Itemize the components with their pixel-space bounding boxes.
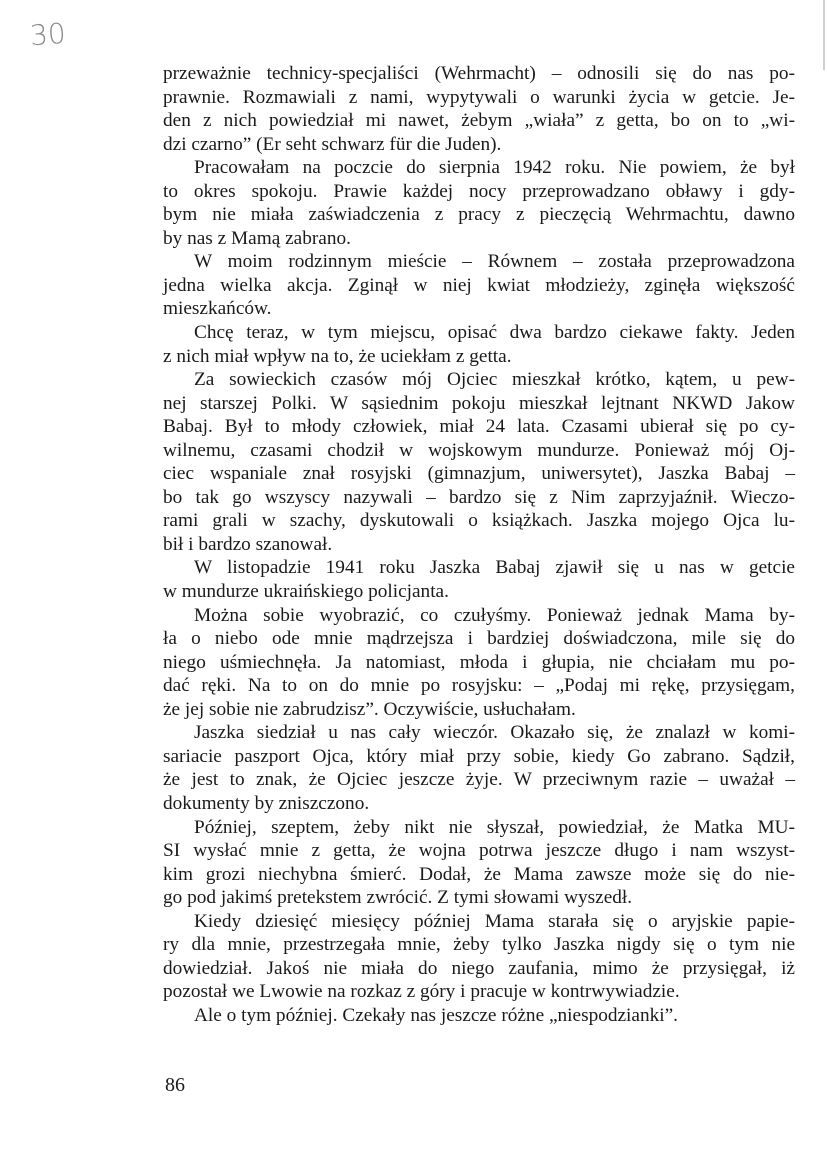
text-line: dać ręki. Na to on do mnie po rosyjsku: – „Podaj mi rękę, przysięgam, xyxy=(163,675,795,697)
text-line: Można sobie wyobrazić, co czułyśmy. Ponieważ jednak Mama by- xyxy=(194,604,795,626)
body-text xyxy=(163,62,795,1027)
text-line: Pracowałam na poczcie do sierpnia 1942 roku. Nie powiem, że był xyxy=(194,157,795,179)
text-line: W listopadzie 1941 roku Jaszka Babaj zjawił się u nas w getcie xyxy=(194,557,795,579)
text-line: Babaj. Był to młody człowiek, miał 24 lata. Czasami ubierał się po cy- xyxy=(163,416,795,438)
text-line: ła o niebo ode mnie mądrzejsza i bardziej doświadczona, mile się do xyxy=(163,628,795,650)
paragraph xyxy=(163,250,795,321)
text-line: pozostał we Lwowie na rozkaz z góry i pracuje w kontrwywiadzie. xyxy=(163,981,680,1003)
paragraph xyxy=(163,816,795,910)
text-line: jedna wielka akcja. Zginął w niej kwiat młodzieży, zginęła większość xyxy=(163,274,795,296)
text-line: prawnie. Rozmawiali z nami, wypytywali o warunki życia w getcie. Je- xyxy=(163,86,795,108)
text-line: nej starszej Polki. W sąsiednim pokoju mieszkał lejtnant NKWD Jakow xyxy=(163,392,795,414)
text-line: wilnemu, czasami chodził w wojskowym mundurze. Ponieważ mój Oj- xyxy=(163,439,795,461)
text-line: rami grali w szachy, dyskutowali o książkach. Jaszka mojego Ojca lu- xyxy=(163,510,795,532)
text-line: to okres spokoju. Prawie każdej nocy przeprowadzano obławy i gdy- xyxy=(163,180,795,202)
text-line: ry dla mnie, przestrzegała mnie, żeby tylko Jaszka nigdy się o tym nie xyxy=(163,934,795,956)
text-line: den z nich powiedział mi nawet, żebym „wiała” z getta, bo on to „wi- xyxy=(163,110,795,132)
paragraph xyxy=(163,321,795,368)
paragraph xyxy=(163,1004,795,1028)
paragraph xyxy=(163,62,795,156)
page-edge-mark xyxy=(823,0,825,70)
text-line: przeważnie technicy-specjaliści (Wehrmacht) – odnosili się do nas po- xyxy=(163,63,795,84)
text-line: dowiedział. Jakoś nie miała do niego zaufania, mimo że przysięgał, iż xyxy=(163,957,795,979)
text-line: Ale o tym później. Czekały nas jeszcze różne „niespodzianki”. xyxy=(194,1004,678,1026)
text-line: Jaszka siedział u nas cały wieczór. Okazało się, że znalazł w komi- xyxy=(194,722,795,744)
text-line: ciec wspaniale znał rosyjski (gimnazjum, uniwersytet), Jaszka Babaj – xyxy=(163,463,795,485)
paragraph xyxy=(163,156,795,250)
text-line: bym nie miała zaświadczenia z pracy z pieczęcią Wehrmachtu, dawno xyxy=(163,204,795,226)
text-line: bo tak go wszyscy nazywali – bardzo się z Nim zaprzyjaźnił. Wieczo- xyxy=(163,486,795,508)
text-line: niego uśmiechnęła. Ja natomiast, młoda i głupia, nie chciałam mu po- xyxy=(163,651,795,673)
paragraph xyxy=(163,368,795,556)
text-line: dzi czarno” (Er seht schwarz für die Juden). xyxy=(163,133,502,155)
text-line: z nich miał wpływ na to, że uciekłam z getta. xyxy=(163,345,512,367)
text-line: dokumenty by zniszczono. xyxy=(163,792,370,814)
text-line: Chcę teraz, w tym miejscu, opisać dwa bardzo ciekawe fakty. Jeden xyxy=(194,322,795,344)
paragraph xyxy=(163,604,795,722)
text-line: Za sowieckich czasów mój Ojciec mieszkał krótko, kątem, u pew- xyxy=(194,369,795,391)
text-line: sariacie paszport Ojca, który miał przy sobie, kiedy Go zabrano. Sądził, xyxy=(163,745,795,767)
text-line: Kiedy dziesięć miesięcy później Mama starała się o aryjskie papie- xyxy=(194,910,795,932)
text-line: w mundurze ukraińskiego policjanta. xyxy=(163,581,449,603)
paragraph xyxy=(163,910,795,1004)
text-line: by nas z Mamą zabrano. xyxy=(163,227,351,249)
paragraph xyxy=(163,556,795,603)
text-line: kim grozi niechybna śmierć. Dodał, że Mama zawsze może się do nie- xyxy=(163,863,795,885)
text-line: Później, szeptem, żeby nikt nie słyszał, powiedział, że Matka MU- xyxy=(194,816,795,838)
paragraph xyxy=(163,721,795,815)
text-line: SI wysłać mnie z getta, że wojna potrwa jeszcze długo i nam wszyst- xyxy=(163,840,795,862)
text-line: że jest to znak, że Ojciec jeszcze żyje. W przeciwnym razie – uważał – xyxy=(163,769,795,791)
text-line: mieszkańców. xyxy=(163,298,272,320)
page-number: 86 xyxy=(165,1074,185,1096)
text-line: bił i bardzo szanował. xyxy=(163,533,333,555)
text-line: że jej sobie nie zabrudzisz”. Oczywiście, usłuchałam. xyxy=(163,698,576,720)
text-line: W moim rodzinnym mieście – Równem – została przeprowadzona xyxy=(194,251,795,273)
text-line: go pod jakimś pretekstem zwrócić. Z tymi słowami wyszedł. xyxy=(163,887,633,909)
handwritten-page-number: 30 xyxy=(28,16,67,53)
